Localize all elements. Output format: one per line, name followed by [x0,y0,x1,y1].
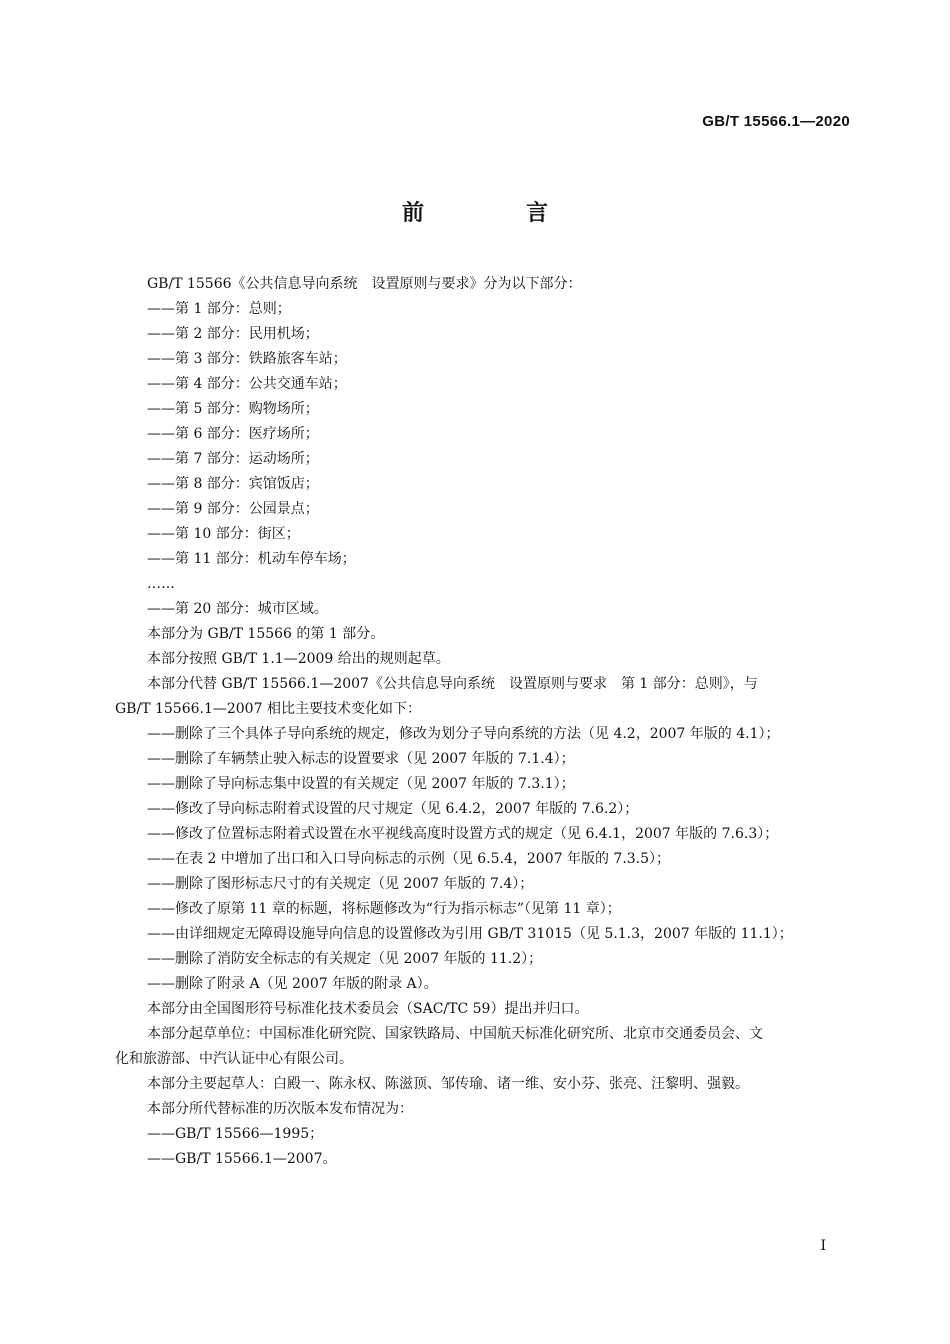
paragraph-line: ——第 2 部分：民用机场； [147,326,319,342]
paragraph-line: ——在表 2 中增加了出口和入口导向标志的示例（见 6.5.4，2007 年版的 7.3.5）； [147,851,671,867]
paragraph-line: ——GB/T 15566—1995； [147,1126,324,1142]
paragraph-line: 本部分代替 GB/T 15566.1—2007《公共信息导向系统 设置原则与要求 第 1 部分：总则》，与 [147,676,758,692]
paragraph-line: 本部分起草单位：中国标准化研究院、国家铁路局、中国航天标准化研究所、北京市交通委员会、文 [147,1026,763,1042]
paragraph-line: ——修改了位置标志附着式设置在水平视线高度时设置方式的规定（见 6.4.1，2007 年版的 7.6.3）； [147,826,779,842]
paragraph-line: ——第 3 部分：铁路旅客车站； [147,351,347,367]
paragraph-line: GB/T 15566.1—2007 相比主要技术变化如下： [115,701,421,717]
paragraph-line: ——删除了图形标志尺寸的有关规定（见 2007 年版的 7.4）； [147,876,534,892]
paragraph-line: 本部分所代替标准的历次版本发布情况为： [147,1101,413,1117]
paragraph-line: 本部分按照 GB/T 1.1—2009 给出的规则起草。 [147,651,450,667]
paragraph-line: ——GB/T 15566.1—2007。 [147,1151,337,1167]
paragraph-line: ——删除了三个具体子导向系统的规定，修改为划分子导向系统的方法（见 4.2，2007 年版的 4.1）； [147,726,780,742]
page-title: 前 言 [401,201,588,226]
page-number: I [820,1238,826,1254]
paragraph-line: ——删除了消防安全标志的有关规定（见 2007 年版的 11.2）； [147,951,543,967]
paragraph-line: ——第 10 部分：街区； [147,526,300,542]
paragraph-line: ——第 7 部分：运动场所； [147,451,319,467]
paragraph-line: ——第 5 部分：购物场所； [147,401,319,417]
document-body [115,272,855,1172]
paragraph-line: 本部分为 GB/T 15566 的第 1 部分。 [147,626,385,642]
paragraph-line: ——删除了导向标志集中设置的有关规定（见 2007 年版的 7.3.1）； [147,776,575,792]
paragraph-line: ——修改了导向标志附着式设置的尺寸规定（见 6.4.2，2007 年版的 7.6.2）； [147,801,639,817]
paragraph-line: ——由详细规定无障碍设施导向信息的设置修改为引用 GB/T 31015（见 5.1.3，2007 年版的 11.1）； [147,926,793,942]
paragraph-line: ——删除了车辆禁止驶入标志的设置要求（见 2007 年版的 7.1.4）； [147,751,575,767]
paragraph-line: …… [147,576,175,592]
paragraph-line: ——第 9 部分：公园景点； [147,501,319,517]
paragraph-line: ——第 11 部分：机动车停车场； [147,551,356,567]
paragraph-line: 化和旅游部、中汽认证中心有限公司。 [115,1051,353,1067]
paragraph-line: 本部分主要起草人：白殿一、陈永权、陈滋顶、邹传瑜、诸一维、安小芬、张亮、汪黎明、强毅。 [147,1076,749,1092]
paragraph-line: ——删除了附录 A（见 2007 年版的附录 A）。 [147,976,438,992]
paragraph-line: ——第 20 部分：城市区域。 [147,601,328,617]
paragraph-line: GB/T 15566《公共信息导向系统 设置原则与要求》分为以下部分： [147,276,582,292]
paragraph-line: ——第 8 部分：宾馆饭店； [147,476,319,492]
standard-code: GB/T 15566.1—2020 [702,113,850,130]
paragraph-line: ——修改了原第 11 章的标题，将标题修改为“行为指示标志”（见第 11 章）； [147,901,621,917]
paragraph-line: 本部分由全国图形符号标准化技术委员会（SAC/TC 59）提出并归口。 [147,1001,589,1017]
paragraph-line: ——第 1 部分：总则； [147,301,291,317]
paragraph-line: ——第 4 部分：公共交通车站； [147,376,347,392]
paragraph-line: ——第 6 部分：医疗场所； [147,426,319,442]
